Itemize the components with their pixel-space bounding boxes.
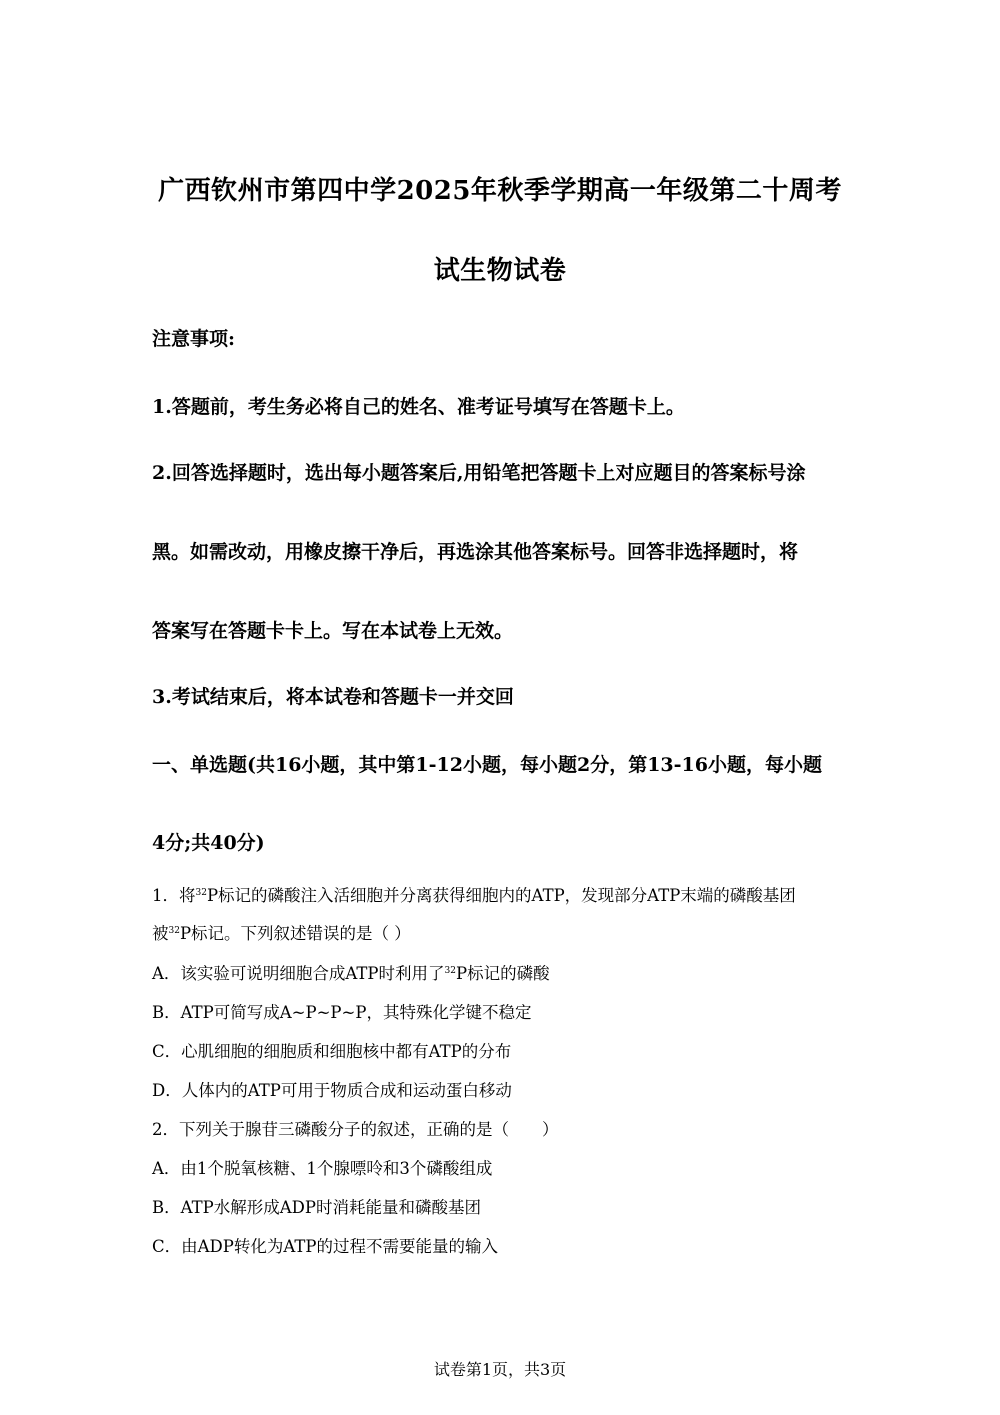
exam-title-line1: 广西钦州市第四中学2025年秋季学期高一年级第二十周考 [158, 176, 842, 206]
isotope-superscript: 32 [195, 888, 207, 898]
notice-item-2-line2: 黑。如需改动，用橡皮擦干净后，再选涂其他答案标号。回答非选择题时，将 [152, 541, 799, 563]
question-2-option-c: C．由ADP转化为ATP的过程不需要能量的输入 [152, 1237, 498, 1256]
isotope-superscript: 32 [168, 926, 180, 936]
question-1-stem-line1 [152, 882, 796, 906]
question-1-option-a-text: A．该实验可说明细胞合成ATP时利用了 [152, 964, 445, 983]
question-2-option-b: B．ATP水解形成ADP时消耗能量和磷酸基团 [152, 1198, 481, 1217]
question-1-option-b: B．ATP可简写成A~P~P~P，其特殊化学键不稳定 [152, 1003, 532, 1022]
notice-item-1: 1.答题前，考生务必将自己的姓名、准考证号填写在答题卡上。 [152, 396, 685, 418]
page-footer: 试卷第1页，共3页 [433, 1360, 567, 1379]
question-2-option-a: A．由1个脱氧核糖、1个腺嘌呤和3个磷酸组成 [152, 1159, 493, 1178]
question-1-option-a-text2: P标记的磷酸 [456, 964, 550, 983]
question-2-stem: 2．下列关于腺苷三磷酸分子的叙述，正确的是（ ） [152, 1120, 559, 1139]
question-1-option-c: C．心肌细胞的细胞质和细胞核中都有ATP的分布 [152, 1042, 512, 1061]
section-heading-line2: 4分;共40分) [152, 832, 265, 854]
question-1-stem-text2a: 被 [152, 924, 169, 943]
notice-item-2-line1: 2.回答选择题时，选出每小题答案后,用铅笔把答题卡上对应题目的答案标号涂 [152, 462, 806, 484]
notice-item-3: 3.考试结束后，将本试卷和答题卡一并交回 [152, 686, 514, 708]
question-1-stem-line2 [152, 920, 411, 944]
notice-heading: 注意事项: [152, 328, 236, 350]
notice-item-2-line3: 答案写在答题卡卡上。写在本试卷上无效。 [152, 620, 514, 642]
isotope-superscript: 32 [444, 966, 456, 976]
question-1-stem-text: P标记的磷酸注入活细胞并分离获得细胞内的ATP，发现部分ATP末端的磷酸基团 [206, 886, 796, 905]
question-1-option-a [152, 960, 550, 984]
section-heading-line1: 一、单选题(共16小题，其中第1-12小题，每小题2分，第13-16小题，每小题 [152, 754, 822, 776]
exam-title-line2: 试生物试卷 [433, 256, 567, 286]
question-1-option-d: D．人体内的ATP可用于物质合成和运动蛋白移动 [152, 1081, 512, 1100]
question-1-number: 1．将 [152, 886, 196, 905]
question-1-stem-text2b: P标记。下列叙述错误的是（ ） [179, 924, 411, 943]
